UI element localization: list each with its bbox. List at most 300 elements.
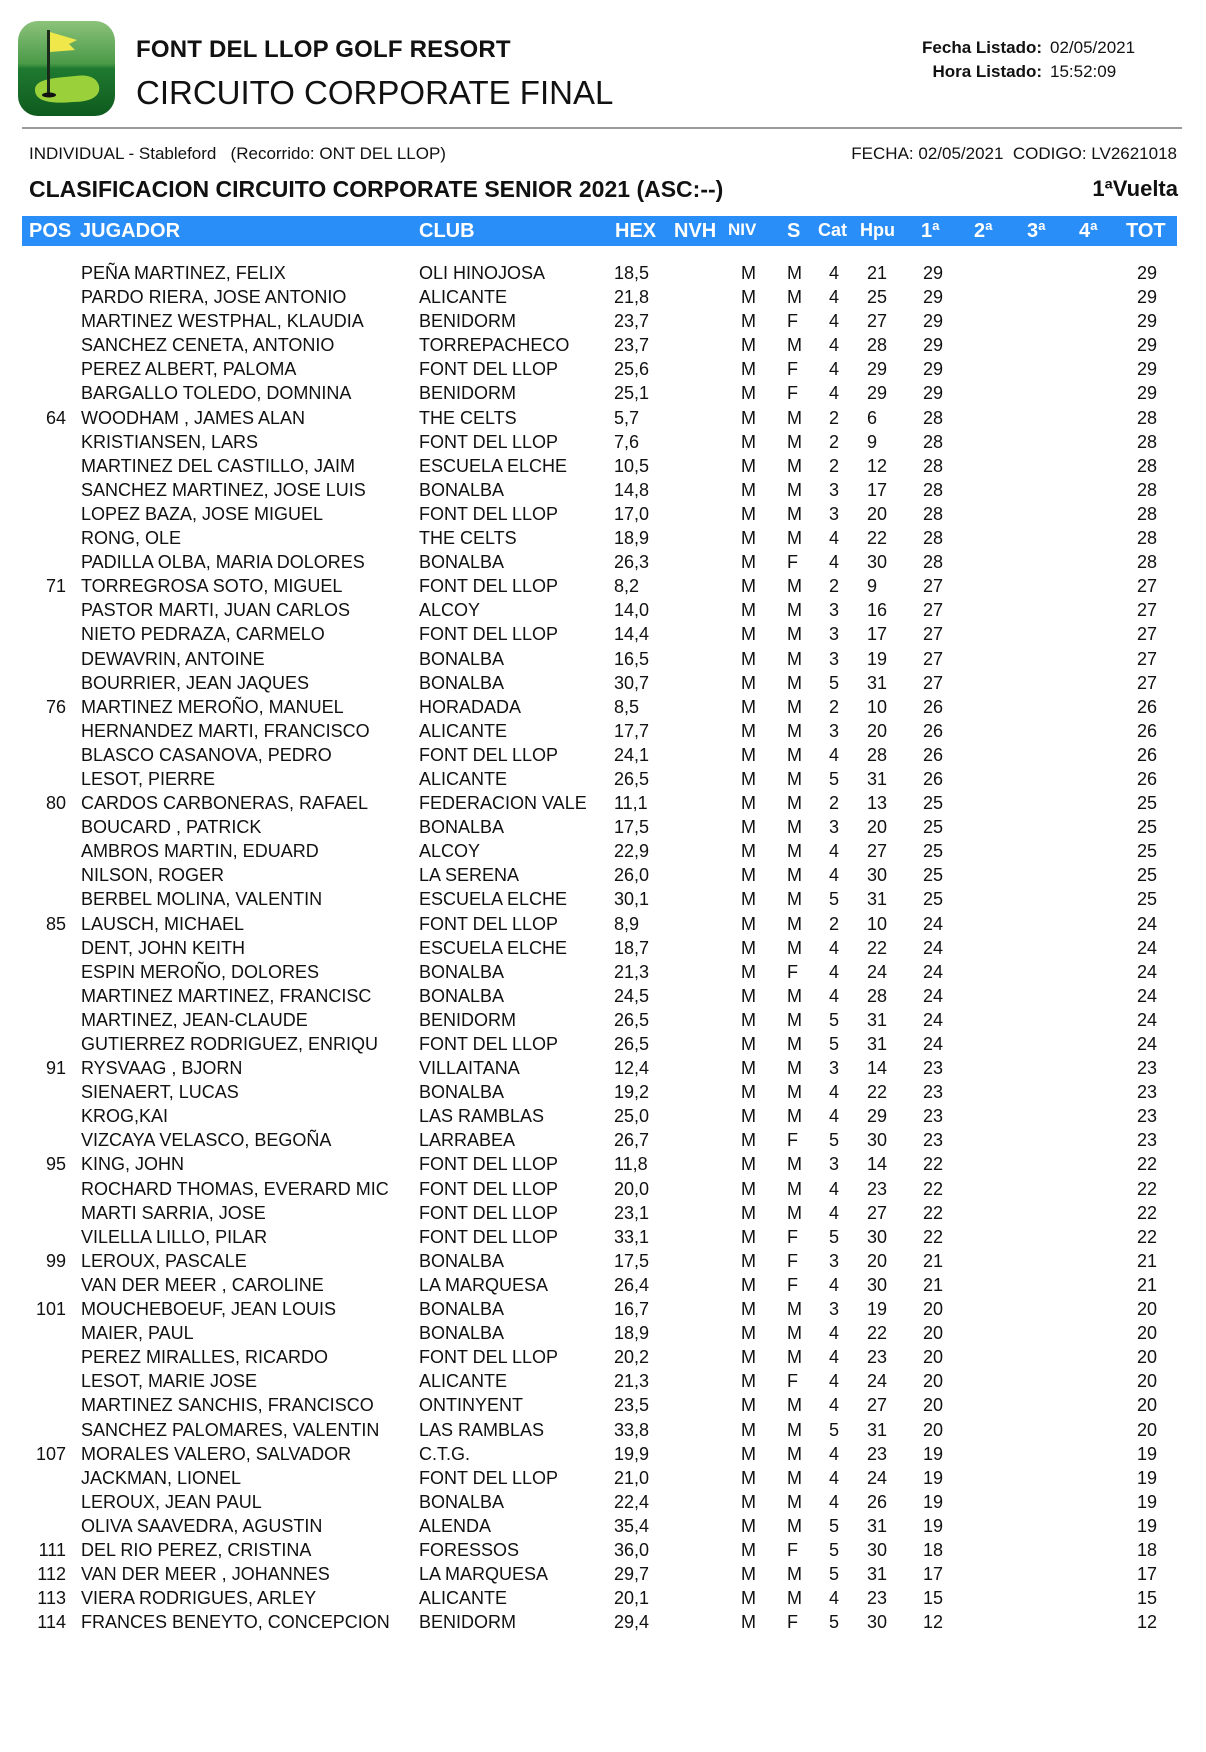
niv-cell: M	[741, 1419, 756, 1440]
cat-cell: 4	[829, 383, 840, 404]
total-cell: 19	[1136, 1515, 1157, 1536]
round1-cell: 28	[923, 431, 944, 452]
round1-cell: 29	[923, 359, 944, 380]
niv-cell: M	[741, 528, 756, 549]
round1-cell: 27	[923, 600, 944, 621]
total-cell: 25	[1136, 889, 1157, 910]
col-header-cat: Cat	[818, 220, 848, 240]
hex-cell: 5,7	[614, 407, 640, 428]
niv-cell: M	[741, 287, 756, 308]
hex-cell: 25,1	[614, 383, 650, 404]
round1-cell: 25	[923, 841, 944, 862]
hex-cell: 14,8	[614, 479, 650, 500]
table-row	[0, 1081, 1206, 1105]
table-row	[0, 1153, 1206, 1177]
round1-cell: 23	[923, 1082, 944, 1103]
table-row	[0, 1515, 1206, 1539]
cat-cell: 4	[829, 1588, 840, 1609]
hpu-cell: 23	[867, 1178, 888, 1199]
total-cell: 23	[1136, 1130, 1157, 1151]
niv-cell: M	[741, 720, 756, 741]
niv-cell: M	[741, 1588, 756, 1609]
niv-cell: M	[741, 624, 756, 645]
sex-cell: M	[787, 1106, 802, 1127]
player-name: SANCHEZ CENETA, ANTONIO	[81, 335, 335, 356]
club-name-cell: FONT DEL LLOP	[419, 1347, 559, 1368]
total-cell: 27	[1136, 624, 1157, 645]
total-cell: 28	[1136, 479, 1157, 500]
sex-cell: M	[787, 841, 802, 862]
round1-cell: 29	[923, 383, 944, 404]
club-name-cell: THE CELTS	[419, 407, 517, 428]
hpu-cell: 28	[867, 744, 888, 765]
club-name-cell: VILLAITANA	[419, 1058, 520, 1079]
sex-cell: M	[787, 1154, 802, 1175]
niv-cell: M	[741, 841, 756, 862]
sex-cell: F	[787, 1612, 798, 1633]
sex-cell: F	[787, 359, 798, 380]
player-name: FRANCES BENEYTO, CONCEPCION	[81, 1612, 390, 1633]
round-label: 1ªVuelta	[1092, 176, 1178, 201]
total-cell: 22	[1136, 1178, 1157, 1199]
total-cell: 26	[1136, 768, 1157, 789]
round1-cell: 29	[923, 335, 944, 356]
hex-cell: 30,1	[614, 889, 650, 910]
club-name-cell: BONALBA	[419, 648, 505, 669]
table-row	[0, 382, 1206, 406]
player-name: BOUCARD , PATRICK	[81, 817, 262, 838]
cat-cell: 3	[829, 503, 840, 524]
niv-cell: M	[741, 1299, 756, 1320]
hpu-cell: 20	[867, 720, 888, 741]
hex-cell: 7,6	[614, 431, 640, 452]
niv-cell: M	[741, 1106, 756, 1127]
total-cell: 24	[1136, 1009, 1157, 1030]
round1-cell: 20	[923, 1323, 944, 1344]
hex-cell: 33,1	[614, 1226, 650, 1247]
total-cell: 20	[1136, 1419, 1157, 1440]
club-name-cell: FONT DEL LLOP	[419, 1467, 559, 1488]
round1-cell: 27	[923, 672, 944, 693]
hpu-cell: 31	[867, 768, 888, 789]
player-name: VIZCAYA VELASCO, BEGOÑA	[81, 1130, 332, 1151]
table-row	[0, 286, 1206, 310]
table-row	[0, 262, 1206, 286]
total-cell: 24	[1136, 961, 1157, 982]
table-row	[0, 648, 1206, 672]
cat-cell: 4	[829, 287, 840, 308]
hex-cell: 22,9	[614, 841, 650, 862]
sex-cell: M	[787, 263, 802, 283]
hpu-cell: 6	[867, 407, 878, 428]
total-cell: 18	[1136, 1539, 1157, 1560]
hex-cell: 20,2	[614, 1347, 650, 1368]
table-row	[0, 1057, 1206, 1081]
round1-cell: 24	[923, 985, 944, 1006]
hex-cell: 35,4	[614, 1515, 650, 1536]
total-cell: 19	[1136, 1467, 1157, 1488]
hex-cell: 14,0	[614, 600, 650, 621]
round1-cell: 28	[923, 407, 944, 428]
club-name-cell: FONT DEL LLOP	[419, 744, 559, 765]
niv-cell: M	[741, 1154, 756, 1175]
hex-cell: 21,3	[614, 961, 650, 982]
player-name: MARTINEZ WESTPHAL, KLAUDIA	[81, 311, 364, 332]
niv-cell: M	[741, 985, 756, 1006]
player-name: VAN DER MEER , CAROLINE	[81, 1274, 324, 1295]
pos-cell: 107	[35, 1443, 66, 1464]
club-name-cell: ALICANTE	[419, 768, 508, 789]
sex-cell: M	[787, 696, 802, 717]
round1-cell: 22	[923, 1202, 944, 1223]
club-name-cell: BENIDORM	[419, 1612, 517, 1633]
sex-cell: M	[787, 913, 802, 934]
hpu-cell: 30	[867, 1539, 888, 1560]
hex-cell: 8,2	[614, 576, 640, 597]
total-cell: 26	[1136, 744, 1157, 765]
total-cell: 20	[1136, 1395, 1157, 1416]
round1-cell: 19	[923, 1443, 944, 1464]
cat-cell: 2	[829, 696, 840, 717]
col-header-club: CLUB	[419, 220, 475, 242]
player-name: MARTINEZ MARTINEZ, FRANCISC	[81, 985, 372, 1006]
niv-cell: M	[741, 937, 756, 958]
player-name: ROCHARD THOMAS, EVERARD MIC	[81, 1178, 389, 1199]
hex-cell: 14,4	[614, 624, 650, 645]
niv-cell: M	[741, 817, 756, 838]
round1-cell: 26	[923, 720, 944, 741]
col-header-niv: NIV	[728, 220, 757, 239]
niv-cell: M	[741, 1130, 756, 1151]
table-row	[0, 792, 1206, 816]
niv-cell: M	[741, 1323, 756, 1344]
hex-cell: 26,0	[614, 865, 650, 886]
hex-cell: 11,8	[614, 1154, 648, 1175]
table-row	[0, 696, 1206, 720]
niv-cell: M	[741, 889, 756, 910]
club-name-cell: ESCUELA ELCHE	[419, 889, 568, 910]
table-row	[0, 551, 1206, 575]
table-header	[22, 216, 1177, 246]
table-row	[0, 985, 1206, 1009]
player-name: MARTINEZ DEL CASTILLO, JAIM	[81, 455, 356, 476]
player-name: KRISTIANSEN, LARS	[81, 431, 259, 452]
total-cell: 27	[1136, 600, 1157, 621]
niv-cell: M	[741, 576, 756, 597]
sex-cell: M	[787, 1178, 802, 1199]
club-name-cell: FEDERACION VALE	[419, 793, 587, 814]
club-name-cell: OLI HINOJOSA	[419, 263, 546, 283]
hex-cell: 21,3	[614, 1371, 650, 1392]
pos-cell: 71	[45, 576, 66, 597]
cat-cell: 5	[829, 1034, 840, 1054]
player-name: TORREGROSA SOTO, MIGUEL	[81, 576, 343, 597]
round1-cell: 24	[923, 961, 944, 982]
round1-cell: 22	[923, 1154, 944, 1175]
hpu-cell: 12	[867, 455, 888, 476]
total-cell: 25	[1136, 865, 1157, 886]
sex-cell: M	[787, 817, 802, 838]
player-name: LESOT, MARIE JOSE	[81, 1371, 258, 1392]
table-row	[0, 479, 1206, 503]
col-header-hex: HEX	[615, 220, 657, 242]
pos-cell: 101	[35, 1299, 66, 1320]
player-name: PEREZ ALBERT, PALOMA	[81, 359, 297, 380]
sex-cell: M	[787, 1443, 802, 1464]
player-name: BERBEL MOLINA, VALENTIN	[81, 889, 323, 910]
hpu-cell: 13	[867, 793, 888, 814]
player-name: MARTINEZ SANCHIS, FRANCISCO	[81, 1395, 374, 1416]
cat-cell: 4	[829, 1395, 840, 1416]
player-name: DEWAVRIN, ANTOINE	[81, 648, 265, 669]
hex-cell: 26,5	[614, 1009, 650, 1030]
club-name-cell: TORREPACHECO	[419, 335, 570, 356]
club-name-cell: FONT DEL LLOP	[419, 503, 559, 524]
hpu-cell: 28	[867, 985, 888, 1006]
hpu-cell: 20	[867, 1250, 888, 1271]
cat-cell: 5	[829, 1419, 840, 1440]
player-name: VIERA RODRIGUES, ARLEY	[81, 1588, 317, 1609]
total-cell: 19	[1136, 1443, 1157, 1464]
cat-cell: 4	[829, 744, 840, 765]
player-name: MARTI SARRIA, JOSE	[81, 1202, 266, 1223]
club-name-cell: BONALBA	[419, 479, 505, 500]
round1-cell: 22	[923, 1178, 944, 1199]
player-name: DEL RIO PEREZ, CRISTINA	[81, 1539, 312, 1560]
player-name: WOODHAM , JAMES ALAN	[81, 407, 306, 428]
niv-cell: M	[741, 696, 756, 717]
player-name: MARTINEZ MEROÑO, MANUEL	[81, 696, 344, 717]
club-name-cell: LARRABEA	[419, 1130, 516, 1151]
hpu-cell: 31	[867, 1564, 888, 1585]
table-row	[0, 599, 1206, 623]
cat-cell: 4	[829, 937, 840, 958]
round1-cell: 27	[923, 624, 944, 645]
club-name-cell: ESCUELA ELCHE	[419, 937, 568, 958]
hpu-cell: 31	[867, 1419, 888, 1440]
cat-cell: 3	[829, 1154, 840, 1175]
sex-cell: F	[787, 552, 798, 573]
round1-cell: 24	[923, 937, 944, 958]
player-name: NIETO PEDRAZA, CARMELO	[81, 624, 325, 645]
cat-cell: 4	[829, 1082, 840, 1103]
table-row	[0, 455, 1206, 479]
player-name: VILELLA LILLO, PILAR	[81, 1226, 268, 1247]
sex-cell: M	[787, 768, 802, 789]
club-name-cell: FORESSOS	[419, 1539, 520, 1560]
pos-cell: 99	[45, 1250, 66, 1271]
sex-cell: M	[787, 889, 802, 910]
table-row	[0, 1394, 1206, 1418]
col-header-round4: 4ª	[1079, 220, 1098, 242]
hpu-cell: 27	[867, 1202, 888, 1223]
hex-cell: 10,5	[614, 455, 650, 476]
total-cell: 25	[1136, 793, 1157, 814]
cat-cell: 3	[829, 1250, 840, 1271]
sex-cell: M	[787, 1347, 802, 1368]
player-name: ESPIN MEROÑO, DOLORES	[81, 961, 320, 982]
player-name: OLIVA SAAVEDRA, AGUSTIN	[81, 1515, 323, 1536]
sex-cell: M	[787, 600, 802, 621]
hex-cell: 19,9	[614, 1443, 650, 1464]
table-row	[0, 840, 1206, 864]
total-cell: 19	[1136, 1491, 1157, 1512]
sex-cell: M	[787, 793, 802, 814]
club-name-cell: BONALBA	[419, 1299, 505, 1320]
club-name-cell: ALENDA	[419, 1515, 492, 1536]
hpu-cell: 14	[867, 1058, 888, 1079]
niv-cell: M	[741, 768, 756, 789]
listing-meta	[922, 36, 1160, 84]
round1-cell: 27	[923, 648, 944, 669]
hex-cell: 18,9	[614, 528, 650, 549]
player-name: JACKMAN, LIONEL	[81, 1467, 242, 1488]
hpu-cell: 16	[867, 600, 888, 621]
table-row	[0, 913, 1206, 937]
round1-cell: 28	[923, 479, 944, 500]
table-row	[0, 744, 1206, 768]
round1-cell: 23	[923, 1106, 944, 1127]
club-name-cell: LA MARQUESA	[419, 1274, 549, 1295]
hpu-cell: 10	[867, 696, 888, 717]
cat-cell: 2	[829, 455, 840, 476]
cat-cell: 4	[829, 1347, 840, 1368]
club-name-cell: LAS RAMBLAS	[419, 1419, 545, 1440]
cat-cell: 2	[829, 576, 840, 597]
club-name-cell: BONALBA	[419, 1250, 505, 1271]
total-cell: 25	[1136, 841, 1157, 862]
niv-cell: M	[741, 1564, 756, 1585]
pos-cell: 85	[45, 913, 66, 934]
hex-cell: 17,0	[614, 503, 650, 524]
sex-cell: M	[787, 287, 802, 308]
pos-cell: 112	[37, 1564, 66, 1585]
sex-cell: M	[787, 1395, 802, 1416]
player-name: PEÑA MARTINEZ, FELIX	[81, 263, 286, 283]
hex-cell: 17,5	[614, 817, 650, 838]
player-name: MARTINEZ, JEAN-CLAUDE	[81, 1009, 308, 1030]
total-cell: 25	[1136, 817, 1157, 838]
col-header-hpu: Hpu	[860, 220, 895, 240]
hex-cell: 25,6	[614, 359, 650, 380]
sex-cell: M	[787, 624, 802, 645]
niv-cell: M	[741, 1539, 756, 1560]
table-row	[0, 864, 1206, 888]
pos-cell: 76	[45, 696, 66, 717]
table-row	[0, 527, 1206, 551]
table-row	[0, 1298, 1206, 1322]
sex-cell: M	[787, 1034, 802, 1054]
col-header-jugador: JUGADOR	[80, 220, 181, 242]
club-name-cell: BENIDORM	[419, 383, 517, 404]
pos-cell: 111	[38, 1539, 66, 1560]
hex-cell: 26,3	[614, 552, 650, 573]
hex-cell: 33,8	[614, 1419, 650, 1440]
hex-cell: 17,5	[614, 1250, 650, 1271]
total-cell: 24	[1136, 1034, 1157, 1054]
sex-cell: M	[787, 503, 802, 524]
hpu-cell: 25	[867, 287, 888, 308]
hpu-cell: 30	[867, 552, 888, 573]
club-name-cell: ALICANTE	[419, 287, 508, 308]
cat-cell: 4	[829, 311, 840, 332]
round1-cell: 23	[923, 1130, 944, 1151]
cat-cell: 3	[829, 817, 840, 838]
club-name-cell: FONT DEL LLOP	[419, 431, 559, 452]
hex-cell: 20,1	[614, 1588, 650, 1609]
hpu-cell: 17	[867, 624, 888, 645]
hex-cell: 23,1	[614, 1202, 650, 1223]
cat-cell: 4	[829, 1323, 840, 1344]
total-cell: 23	[1136, 1082, 1157, 1103]
niv-cell: M	[741, 383, 756, 404]
club-name-cell: BONALBA	[419, 552, 505, 573]
cat-cell: 4	[829, 1467, 840, 1488]
total-cell: 23	[1136, 1106, 1157, 1127]
niv-cell: M	[741, 1395, 756, 1416]
table-row	[0, 623, 1206, 647]
total-cell: 29	[1136, 335, 1157, 356]
round1-cell: 24	[923, 1034, 944, 1054]
total-cell: 29	[1136, 311, 1157, 332]
player-name: HERNANDEZ MARTI, FRANCISCO	[81, 720, 370, 741]
table-row	[0, 1129, 1206, 1153]
fecha-listado-label: Fecha Listado:	[922, 38, 1042, 57]
club-name-cell: BENIDORM	[419, 311, 517, 332]
hpu-cell: 31	[867, 889, 888, 910]
total-cell: 28	[1136, 455, 1157, 476]
hex-cell: 18,7	[614, 937, 650, 958]
round1-cell: 29	[923, 287, 944, 308]
cat-cell: 4	[829, 985, 840, 1006]
sex-cell: M	[787, 1009, 802, 1030]
total-cell: 20	[1136, 1371, 1157, 1392]
club-name-cell: BONALBA	[419, 1082, 505, 1103]
club-name-cell: FONT DEL LLOP	[419, 1178, 559, 1199]
club-name-cell: BONALBA	[419, 1323, 505, 1344]
hpu-cell: 31	[867, 1034, 888, 1054]
hpu-cell: 29	[867, 1106, 888, 1127]
club-name-cell: FONT DEL LLOP	[419, 1034, 559, 1054]
hora-listado-label: Hora Listado:	[932, 62, 1042, 81]
niv-cell: M	[741, 648, 756, 669]
hpu-cell: 30	[867, 1274, 888, 1295]
niv-cell: M	[741, 1347, 756, 1368]
total-cell: 22	[1136, 1226, 1157, 1247]
hex-cell: 22,4	[614, 1491, 650, 1512]
fecha-listado-value: 02/05/2021	[1050, 38, 1136, 57]
round1-cell: 20	[923, 1395, 944, 1416]
club-name-cell: FONT DEL LLOP	[419, 624, 559, 645]
hex-cell: 16,7	[614, 1299, 650, 1320]
col-header-pos: POS	[29, 220, 72, 242]
hpu-cell: 30	[867, 1226, 888, 1247]
hex-cell: 12,4	[614, 1058, 650, 1079]
round1-cell: 26	[923, 744, 944, 765]
hpu-cell: 30	[867, 1130, 888, 1151]
table-row	[0, 1587, 1206, 1611]
total-cell: 28	[1136, 528, 1157, 549]
hex-cell: 26,7	[614, 1130, 650, 1151]
hex-cell: 36,0	[614, 1539, 650, 1560]
sex-cell: M	[787, 985, 802, 1006]
player-name: PADILLA OLBA, MARIA DOLORES	[81, 552, 365, 573]
hpu-cell: 27	[867, 841, 888, 862]
cat-cell: 5	[829, 1226, 840, 1247]
total-cell: 12	[1136, 1612, 1157, 1633]
sex-cell: M	[787, 1058, 802, 1079]
total-cell: 29	[1136, 383, 1157, 404]
